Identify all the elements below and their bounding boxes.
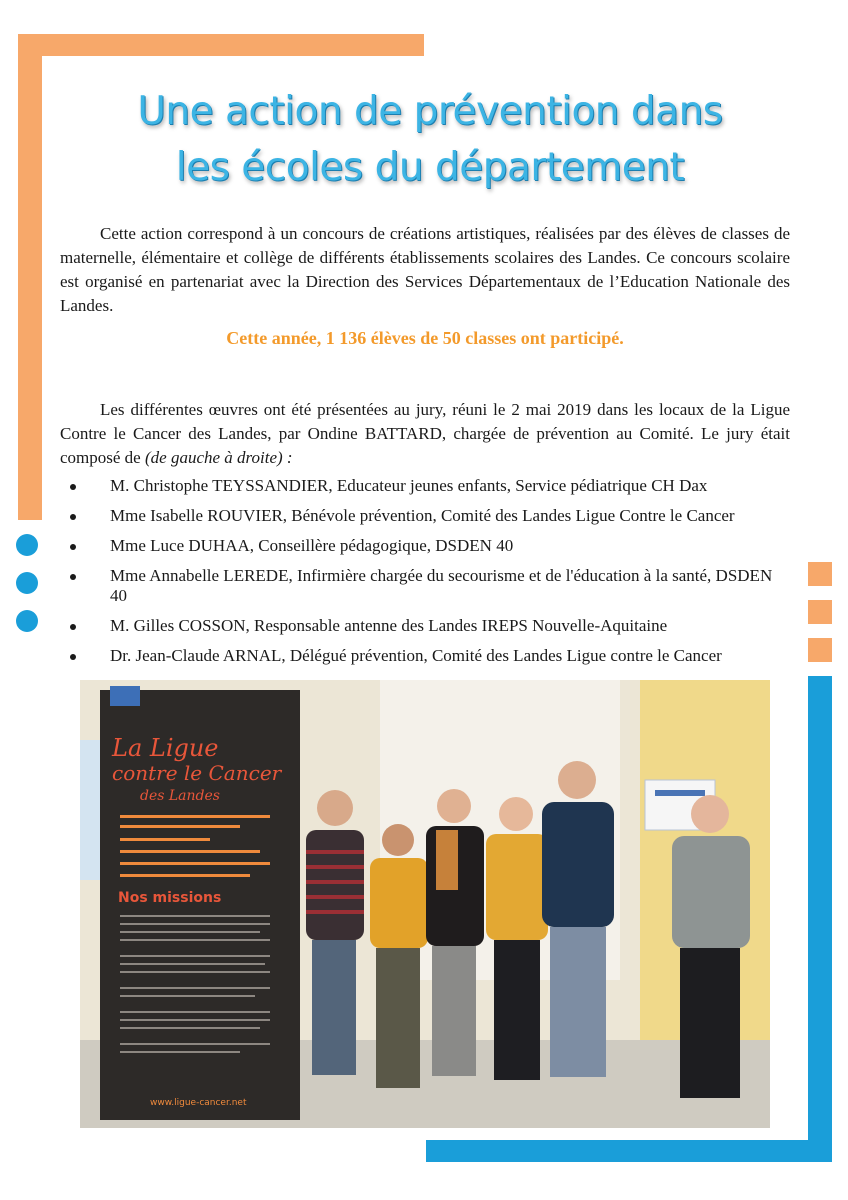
blue-dot-3 [16, 610, 38, 632]
jury-photo-illustration [80, 680, 770, 1128]
page-title [60, 84, 800, 196]
jury-intro-text: Les différentes œuvres ont été présentées au jury, réuni le 2 mai 2019 dans les locaux de la Ligue Contre le Cancer des Landes, par Ondine BATTARD, chargée de prévention au Comité. Le jury était composé de [60, 400, 790, 467]
jury-list [60, 476, 790, 676]
title-line-2: les écoles du département [175, 145, 685, 190]
blue-dot-1 [16, 534, 38, 556]
jury-paragraph [60, 398, 790, 470]
jury-photo [80, 680, 770, 1128]
list-item: Dr. Jean-Claude ARNAL, Délégué prévention, Comité des Landes Ligue contre le Cancer [60, 646, 790, 666]
banner-title-2: contre le Cancer [112, 761, 282, 785]
orange-square-3 [808, 638, 832, 662]
banner-url: www.ligue-cancer.net [150, 1098, 247, 1108]
list-item: Mme Isabelle ROUVIER, Bénévole prévention, Comité des Landes Ligue Contre le Cancer [60, 506, 790, 526]
blue-frame-right [808, 676, 832, 1162]
list-item: M. Christophe TEYSSANDIER, Educateur jeunes enfants, Service pédiatrique CH Dax [60, 476, 790, 496]
blue-dot-2 [16, 572, 38, 594]
blue-frame-bottom [426, 1140, 832, 1162]
list-item: Mme Luce DUHAA, Conseillère pédagogique, DSDEN 40 [60, 536, 790, 556]
jury-intro-italic: (de gauche à droite) : [144, 448, 293, 467]
banner-title-3: des Landes [140, 788, 220, 804]
orange-frame-left [18, 34, 42, 520]
orange-square-2 [808, 600, 832, 624]
title-line-1: Une action de prévention dans [137, 89, 723, 134]
list-item: M. Gilles COSSON, Responsable antenne des Landes IREPS Nouvelle-Aquitaine [60, 616, 790, 636]
list-item: Mme Annabelle LEREDE, Infirmière chargée du secourisme et de l'éducation à la santé, DSDEN 40 [60, 566, 790, 606]
orange-frame-top [18, 34, 424, 56]
orange-square-1 [808, 562, 832, 586]
intro-text: Cette action correspond à un concours de créations artistiques, réalisées par des élèves de classes de maternelle, élémentaire et collège de différents établissements scolaires des Landes. Ce concours scolaire est organisé en partenariat avec la Direction des Services Départementaux de l’Education Nationale des Landes. [60, 224, 790, 315]
participation-highlight: Cette année, 1 136 élèves de 50 classes ont participé. [226, 328, 624, 348]
banner-heading: Nos missions [118, 890, 222, 906]
banner-title-1: La Ligue [112, 734, 219, 762]
intro-paragraph [60, 222, 790, 318]
